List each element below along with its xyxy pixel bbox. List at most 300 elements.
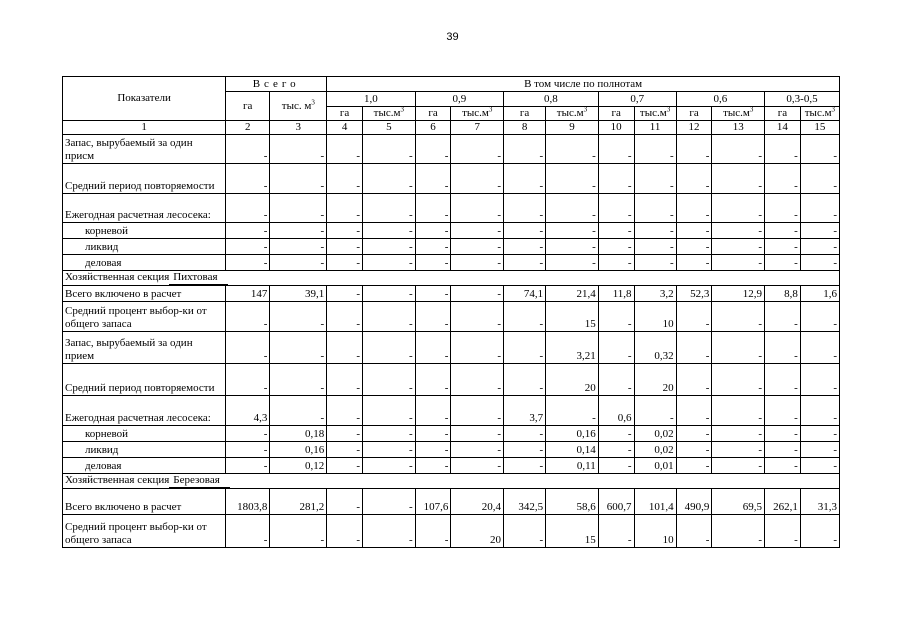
table-cell: 147 [226, 286, 270, 302]
table-cell: - [598, 426, 634, 442]
table-cell: - [765, 239, 801, 255]
table-cell: 0,16 [270, 442, 327, 458]
table-cell: - [415, 515, 451, 548]
table-cell: - [415, 239, 451, 255]
table-cell: - [226, 442, 270, 458]
unit-ha: га [598, 107, 634, 121]
table-cell: - [363, 223, 416, 239]
table-cell: - [504, 302, 546, 332]
unit-volume: $тыс.м^3$ [451, 107, 504, 121]
table-cell: - [712, 223, 765, 239]
column-number: 11 [634, 121, 676, 135]
table-cell: - [363, 135, 416, 164]
row-label: Запас, вырубаемый за один прием [63, 332, 226, 364]
row-label: Ежегодная расчетная лесосека: [63, 396, 226, 426]
table-cell: - [226, 223, 270, 239]
table-cell: - [327, 515, 363, 548]
density-label: 0,8 [504, 92, 599, 107]
table-cell: 101,4 [634, 489, 676, 515]
table-cell: - [800, 332, 839, 364]
table-cell: - [546, 239, 599, 255]
allowable-cut-table [62, 76, 840, 548]
table-cell: - [363, 396, 416, 426]
table-cell: - [327, 255, 363, 271]
table-cell: - [415, 302, 451, 332]
section-title: Хозяйственная секция Березовая [63, 474, 840, 489]
table-cell: - [765, 442, 801, 458]
table-cell: 0,6 [598, 396, 634, 426]
table-cell: - [226, 515, 270, 548]
density-label: 0,7 [598, 92, 676, 107]
table-cell: 20,4 [451, 489, 504, 515]
table-cell: - [676, 458, 712, 474]
table-cell: 281,2 [270, 489, 327, 515]
table-cell: - [327, 426, 363, 442]
table-cell: - [800, 364, 839, 396]
table-cell: - [598, 458, 634, 474]
table-cell: - [712, 442, 765, 458]
column-number: 1 [63, 121, 226, 135]
table-cell: - [676, 442, 712, 458]
table-cell: - [415, 223, 451, 239]
table-cell: - [363, 286, 416, 302]
table-cell: - [800, 515, 839, 548]
table-cell: - [676, 302, 712, 332]
row-label: корневой [63, 426, 226, 442]
column-number: 8 [504, 121, 546, 135]
table-cell: - [712, 255, 765, 271]
row-label: Средний процент выбор-ки от общего запаса [63, 302, 226, 332]
column-number: 9 [546, 121, 599, 135]
table-cell: - [504, 364, 546, 396]
table-cell: - [270, 164, 327, 194]
table-cell: - [327, 135, 363, 164]
table-cell: - [363, 426, 416, 442]
table-row [63, 302, 840, 332]
table-cell: 58,6 [546, 489, 599, 515]
table-cell: - [226, 255, 270, 271]
table-cell: - [676, 255, 712, 271]
table-cell: - [451, 442, 504, 458]
row-label: корневой [63, 223, 226, 239]
table-cell: - [226, 426, 270, 442]
table-cell: - [327, 442, 363, 458]
table-cell: 0,16 [546, 426, 599, 442]
header-total: Всего [226, 77, 327, 92]
table-cell: 1803,8 [226, 489, 270, 515]
table-cell: - [676, 164, 712, 194]
table-cell: - [451, 286, 504, 302]
column-number: 2 [226, 121, 270, 135]
table-cell: - [634, 194, 676, 223]
row-label: Всего включено в расчет [63, 286, 226, 302]
header-indicators: Показатели [63, 77, 226, 121]
row-label: Ежегодная расчетная лесосека: [63, 194, 226, 223]
table-cell: 3,7 [504, 396, 546, 426]
column-number: 13 [712, 121, 765, 135]
table-cell: - [712, 302, 765, 332]
header-by-density: В том числе по полнотам [327, 77, 840, 92]
table-cell: - [546, 135, 599, 164]
table-cell: - [327, 223, 363, 239]
unit-volume: $тыс.м^3$ [363, 107, 416, 121]
table-cell: - [270, 135, 327, 164]
table-cell: - [504, 515, 546, 548]
table-cell: - [800, 458, 839, 474]
table-cell: 20 [451, 515, 504, 548]
table-cell: - [415, 442, 451, 458]
table-cell: 600,7 [598, 489, 634, 515]
table-cell: 20 [634, 364, 676, 396]
table-cell: - [598, 164, 634, 194]
table-cell: - [327, 396, 363, 426]
table-cell: - [270, 194, 327, 223]
table-cell: - [270, 302, 327, 332]
density-label: 1,0 [327, 92, 415, 107]
table-cell: - [415, 164, 451, 194]
table-cell: - [504, 426, 546, 442]
row-label: ликвид [63, 442, 226, 458]
table-cell: - [504, 332, 546, 364]
table-cell: 10 [634, 515, 676, 548]
table-cell: - [634, 223, 676, 239]
table-cell: - [676, 223, 712, 239]
table-cell: - [226, 332, 270, 364]
table-cell: - [765, 458, 801, 474]
table-row [63, 135, 840, 164]
table-cell: - [415, 364, 451, 396]
table-row [63, 223, 840, 239]
table-cell: - [634, 396, 676, 426]
table-cell: - [546, 164, 599, 194]
density-label: 0,6 [676, 92, 764, 107]
table-cell: - [800, 164, 839, 194]
table-row [63, 426, 840, 442]
table-cell: - [712, 458, 765, 474]
unit-ha: га [676, 107, 712, 121]
table-cell: - [363, 255, 416, 271]
table-cell: 11,8 [598, 286, 634, 302]
page-number: 39 [446, 31, 459, 43]
table-cell: 15 [546, 302, 599, 332]
table-cell: 21,4 [546, 286, 599, 302]
table-row [63, 442, 840, 458]
section-row [63, 474, 840, 489]
table-cell: - [676, 239, 712, 255]
column-number: 14 [765, 121, 801, 135]
table-cell: - [546, 255, 599, 271]
table-cell: - [712, 332, 765, 364]
table-cell: - [270, 332, 327, 364]
table-cell: - [327, 489, 363, 515]
table-cell: - [327, 364, 363, 396]
table-row [63, 194, 840, 223]
table-cell: - [451, 223, 504, 239]
table-cell: - [800, 426, 839, 442]
table-cell: 8,8 [765, 286, 801, 302]
table-cell: - [676, 135, 712, 164]
table-row [63, 332, 840, 364]
unit-ha: га [415, 107, 451, 121]
table-row [63, 396, 840, 426]
table-cell: 342,5 [504, 489, 546, 515]
table-cell: - [546, 223, 599, 239]
table-cell: - [327, 286, 363, 302]
table-cell: - [327, 239, 363, 255]
table-cell: - [363, 332, 416, 364]
table-cell: - [800, 442, 839, 458]
table-cell: - [598, 515, 634, 548]
table-cell: - [270, 364, 327, 396]
column-number: 7 [451, 121, 504, 135]
unit-volume: $тыс.м^3$ [800, 107, 839, 121]
table-cell: 0,18 [270, 426, 327, 442]
table-cell: 52,3 [676, 286, 712, 302]
table-cell: - [546, 194, 599, 223]
table-cell: - [226, 164, 270, 194]
table-cell: - [676, 426, 712, 442]
table-cell: - [226, 239, 270, 255]
table-cell: - [226, 302, 270, 332]
table-cell: - [226, 135, 270, 164]
table-cell: - [634, 255, 676, 271]
unit-volume: $тыс.м^3$ [546, 107, 599, 121]
table-cell: - [765, 515, 801, 548]
table-cell: - [676, 194, 712, 223]
table-cell: - [504, 255, 546, 271]
table-cell: - [270, 239, 327, 255]
table-cell: - [415, 255, 451, 271]
table-cell: - [634, 135, 676, 164]
table-cell: - [415, 458, 451, 474]
table-row [63, 515, 840, 548]
table-row [63, 286, 840, 302]
table-cell: 0,11 [546, 458, 599, 474]
table-cell: 0,14 [546, 442, 599, 458]
table-cell: - [270, 515, 327, 548]
table-cell: - [676, 364, 712, 396]
table-row [63, 239, 840, 255]
table-cell: - [712, 426, 765, 442]
table-cell: - [712, 515, 765, 548]
column-number: 4 [327, 121, 363, 135]
table-cell: - [800, 194, 839, 223]
unit-ha: га [504, 107, 546, 121]
row-label: деловая [63, 458, 226, 474]
table-row [63, 255, 840, 271]
table-cell: 10 [634, 302, 676, 332]
table-cell: - [270, 255, 327, 271]
table-cell: - [226, 364, 270, 396]
row-label: Средний период повторяемости [63, 364, 226, 396]
table-cell: 490,9 [676, 489, 712, 515]
table-cell: - [270, 223, 327, 239]
table-cell: - [765, 364, 801, 396]
table-cell: - [327, 302, 363, 332]
column-number: 10 [598, 121, 634, 135]
table-cell: - [226, 194, 270, 223]
table-cell: - [363, 458, 416, 474]
table-cell: - [270, 396, 327, 426]
table-cell: - [363, 515, 416, 548]
table-cell: - [415, 396, 451, 426]
table-cell: - [363, 164, 416, 194]
table-cell: - [415, 135, 451, 164]
table-cell: - [451, 332, 504, 364]
table-cell: - [712, 239, 765, 255]
table-cell: - [363, 239, 416, 255]
table-cell: 39,1 [270, 286, 327, 302]
table-cell: - [800, 135, 839, 164]
table-cell: 4,3 [226, 396, 270, 426]
table-cell: - [765, 332, 801, 364]
table-cell: - [598, 135, 634, 164]
header-total-ha: га [226, 92, 270, 121]
unit-ha: га [327, 107, 363, 121]
table-cell: - [327, 164, 363, 194]
table-cell: - [800, 302, 839, 332]
table-cell: 1,6 [800, 286, 839, 302]
table-cell: 3,2 [634, 286, 676, 302]
table-cell: - [504, 135, 546, 164]
column-number: 12 [676, 121, 712, 135]
table-cell: - [598, 194, 634, 223]
table-cell: 3,21 [546, 332, 599, 364]
table-cell: - [451, 164, 504, 194]
table-row [63, 489, 840, 515]
density-label: 0,9 [415, 92, 503, 107]
table-cell: - [712, 194, 765, 223]
table-cell: 262,1 [765, 489, 801, 515]
table-cell: - [415, 194, 451, 223]
density-label: 0,3-0,5 [765, 92, 840, 107]
table-cell: - [451, 302, 504, 332]
table-cell: - [800, 396, 839, 426]
section-title: Хозяйственная секция Пихтовая [63, 271, 840, 286]
table-cell: - [451, 458, 504, 474]
table-cell: - [676, 396, 712, 426]
row-label: ликвид [63, 239, 226, 255]
table-cell: - [451, 239, 504, 255]
header-total-volume: тыс. $м^3$ [270, 92, 327, 121]
table-cell: - [800, 223, 839, 239]
unit-volume: $тыс.м^3$ [634, 107, 676, 121]
table-cell: - [546, 396, 599, 426]
table-cell: - [504, 442, 546, 458]
table-cell: - [451, 364, 504, 396]
table-cell: - [415, 332, 451, 364]
table-cell: - [327, 332, 363, 364]
table-cell: - [504, 194, 546, 223]
table-cell: - [363, 489, 416, 515]
row-label: Всего включено в расчет [63, 489, 226, 515]
table-cell: - [451, 255, 504, 271]
column-number: 6 [415, 121, 451, 135]
table-cell: - [451, 426, 504, 442]
table-cell: - [363, 442, 416, 458]
table-cell: 20 [546, 364, 599, 396]
table-cell: 0,32 [634, 332, 676, 364]
table-cell: - [504, 458, 546, 474]
table-cell: - [765, 396, 801, 426]
table-cell: - [504, 239, 546, 255]
table-cell: - [712, 164, 765, 194]
table-cell: 0,02 [634, 426, 676, 442]
table-cell: - [415, 426, 451, 442]
table-cell: - [634, 164, 676, 194]
table-cell: - [504, 223, 546, 239]
unit-ha: га [765, 107, 801, 121]
row-label: деловая [63, 255, 226, 271]
table-cell: 15 [546, 515, 599, 548]
table-cell: - [765, 164, 801, 194]
table-cell: - [451, 194, 504, 223]
table-cell: - [226, 458, 270, 474]
table-cell: - [800, 239, 839, 255]
table-row [63, 364, 840, 396]
table-cell: - [676, 515, 712, 548]
row-label: Средний процент выбор-ки от общего запаса [63, 515, 226, 548]
table-cell: - [598, 442, 634, 458]
table-row [63, 458, 840, 474]
table-cell: - [598, 332, 634, 364]
section-row [63, 271, 840, 286]
row-label: Запас, вырубаемый за один присм [63, 135, 226, 164]
table-cell: - [363, 364, 416, 396]
table-cell: - [598, 223, 634, 239]
table-cell: - [327, 194, 363, 223]
table-cell: - [712, 396, 765, 426]
unit-volume: $тыс.м^3$ [712, 107, 765, 121]
table-cell: - [765, 255, 801, 271]
table-cell: - [634, 239, 676, 255]
column-numbers-row [63, 121, 840, 135]
header-row-1 [63, 77, 840, 92]
table-cell: 12,9 [712, 286, 765, 302]
table-cell: - [800, 255, 839, 271]
table-cell: - [363, 194, 416, 223]
table-cell: - [363, 302, 416, 332]
table-cell: 31,3 [800, 489, 839, 515]
table-cell: - [712, 364, 765, 396]
table-cell: - [504, 164, 546, 194]
table-cell: - [676, 332, 712, 364]
table-cell: - [765, 135, 801, 164]
table-cell: - [415, 286, 451, 302]
table-cell: - [765, 194, 801, 223]
column-number: 15 [800, 121, 839, 135]
table-cell: - [765, 223, 801, 239]
table-cell: 0,01 [634, 458, 676, 474]
table-row [63, 164, 840, 194]
table-cell: 69,5 [712, 489, 765, 515]
table-cell: - [765, 302, 801, 332]
column-number: 5 [363, 121, 416, 135]
table-cell: - [451, 135, 504, 164]
table-cell: - [598, 255, 634, 271]
table-cell: - [598, 364, 634, 396]
table-cell: 74,1 [504, 286, 546, 302]
table-cell: 107,6 [415, 489, 451, 515]
table-cell: - [598, 302, 634, 332]
table-cell: 0,12 [270, 458, 327, 474]
table-cell: 0,02 [634, 442, 676, 458]
table-cell: - [327, 458, 363, 474]
column-number: 3 [270, 121, 327, 135]
table-cell: - [712, 135, 765, 164]
row-label: Средний период повторяемости [63, 164, 226, 194]
table-cell: - [598, 239, 634, 255]
